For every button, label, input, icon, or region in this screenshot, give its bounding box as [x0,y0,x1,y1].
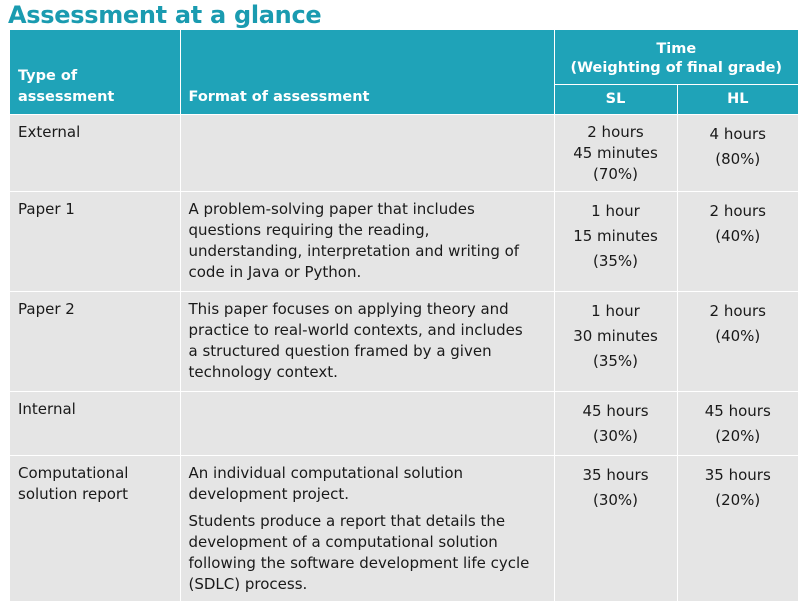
header-time-label: Time [656,40,697,57]
cell-type: Computational solution report [10,455,180,601]
header-time [554,30,798,84]
header-weighting-label: (Weighting of final grade) [570,59,783,76]
table-row [10,114,798,191]
page-title: Assessment at a glance [8,1,322,29]
cell-format: An individual computational solution development project. Students produce a report that details the development of a computational solution following the software development life cycle (SDLC) process. [180,455,554,601]
cell-format: A problem-solving paper that includes questions requiring the reading, understanding, interpretation and writing of code in Java or Python. [180,191,554,291]
assessment-table [10,30,798,602]
cell-sl: 1 hour 30 minutes (35%) [554,291,677,391]
cell-format [180,391,554,455]
cell-hl: 4 hours (80%) [677,114,798,191]
cell-type: Internal [10,391,180,455]
table-row [10,191,798,291]
header-sl: SL [554,84,677,114]
cell-sl: 2 hours 45 minutes (70%) [554,114,677,191]
cell-sl: 45 hours (30%) [554,391,677,455]
cell-sl: 35 hours (30%) [554,455,677,601]
header-format: Format of assessment [180,30,554,114]
table-row [10,291,798,391]
table-row [10,455,798,601]
cell-hl: 35 hours (20%) [677,455,798,601]
cell-type: External [10,114,180,191]
header-hl: HL [677,84,798,114]
cell-hl: 2 hours (40%) [677,191,798,291]
table-row [10,391,798,455]
cell-hl: 45 hours (20%) [677,391,798,455]
header-type: Type of assessment [10,30,180,114]
cell-type: Paper 2 [10,291,180,391]
cell-format: This paper focuses on applying theory and practice to real-world contexts, and includes a structured question framed by a given technology context. [180,291,554,391]
cell-format [180,114,554,191]
cell-sl: 1 hour 15 minutes (35%) [554,191,677,291]
cell-type: Paper 1 [10,191,180,291]
cell-hl: 2 hours (40%) [677,291,798,391]
